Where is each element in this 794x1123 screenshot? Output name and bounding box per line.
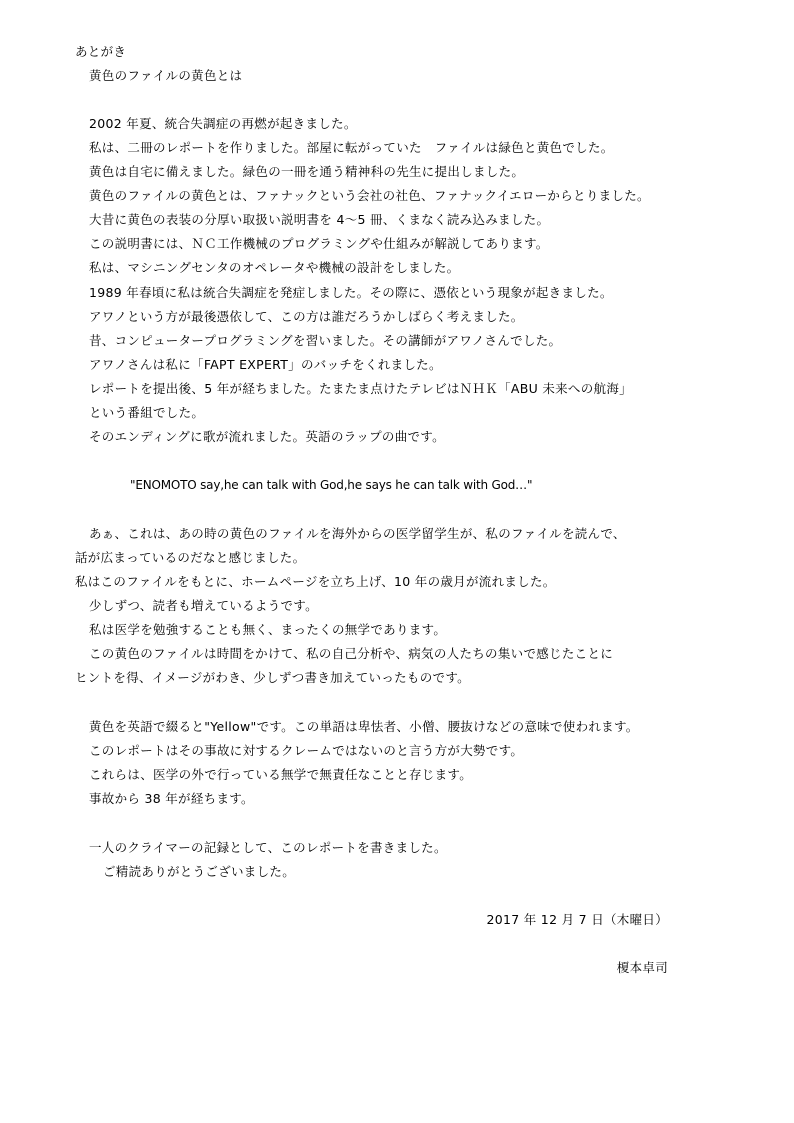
text-line: 2002 年夏、統合失調症の再燃が起きました。: [89, 116, 357, 131]
text-line: そのエンディングに歌が流れました。英語のラップの曲です。: [89, 429, 445, 444]
text-line: 少しずつ、読者も増えているようです。: [89, 598, 318, 613]
text-line: ヒントを得、イメージがわき、少しずつ書き加えていったものです。: [75, 670, 470, 685]
text-line: 黄色は自宅に備えました。緑色の一冊を通う精神科の先生に提出しました。: [89, 164, 525, 179]
quoted-lyrics: "ENOMOTO say,he can talk with God,he says he can talk with God…": [130, 478, 533, 492]
text-line: 事故から 38 年が経ちます。: [89, 791, 254, 806]
text-line: この説明書には、ＮＣ工作機械のプログラミングや仕組みが解説してあります。: [89, 236, 549, 251]
closing-line: ご精読ありがとうございました。: [103, 864, 296, 879]
closing-line: 一人のクライマーの記録として、このレポートを書きました。: [89, 840, 447, 855]
text-line: 私は、二冊のレポートを作りました。部屋に転がっていた ファイルは緑色と黄色でした。: [89, 140, 614, 155]
text-line: 私はこのファイルをもとに、ホームページを立ち上げ、10 年の歳月が流れました。: [75, 574, 556, 589]
text-line: 私は、マシニングセンタのオペレータや機械の設計をしました。: [89, 260, 460, 275]
afterword-heading: あとがき: [75, 44, 127, 59]
text-line: アワノさんは私に「FAPT EXPERT」のバッチをくれました。: [89, 357, 442, 372]
text-line: アワノという方が最後憑依して、この方は誰だろうかしばらく考えました。: [89, 309, 524, 324]
text-line: 黄色を英語で綴ると"Yellow"です。この単語は卑怯者、小僧、腰抜けなどの意味で使われます。: [89, 719, 639, 734]
text-line: 大昔に黄色の表装の分厚い取扱い説明書を 4～5 冊、くまなく読み込みました。: [89, 212, 550, 227]
document-date: 2017 年 12 月 7 日（木曜日）: [486, 912, 668, 927]
text-line: という番組でした。: [89, 405, 205, 420]
text-line: 黄色のファイルの黄色とは、ファナックという会社の社色、ファナックイエローからとりました。: [89, 188, 650, 203]
text-line: 私は医学を勉強することも無く、まったくの無学であります。: [89, 622, 447, 637]
text-line: 1989 年春頃に私は統合失調症を発症しました。その際に、憑依という現象が起きました。: [89, 285, 613, 300]
text-line: これらは、医学の外で行っている無学で無責任なことと存じます。: [89, 767, 473, 782]
document-subtitle: 黄色のファイルの黄色とは: [89, 68, 243, 83]
author-name: 榎本卓司: [616, 960, 668, 975]
text-line: このレポートはその事故に対するクレームではないのと言う方が大勢です。: [89, 743, 524, 758]
text-line: 昔、コンピュータープログラミングを習いました。その講師がアワノさんでした。: [89, 333, 562, 348]
text-line: あぁ、これは、あの時の黄色のファイルを海外からの医学留学生が、私のファイルを読んで、: [89, 526, 626, 541]
text-line: レポートを提出後、5 年が経ちました。たまたま点けたテレビはＮＨＫ「ABU 未来への航海」: [89, 381, 632, 396]
text-line: この黄色のファイルは時間をかけて、私の自己分析や、病気の人たちの集いで感じたことに: [89, 646, 614, 661]
text-line: 話が広まっているのだなと感じました。: [75, 550, 306, 565]
